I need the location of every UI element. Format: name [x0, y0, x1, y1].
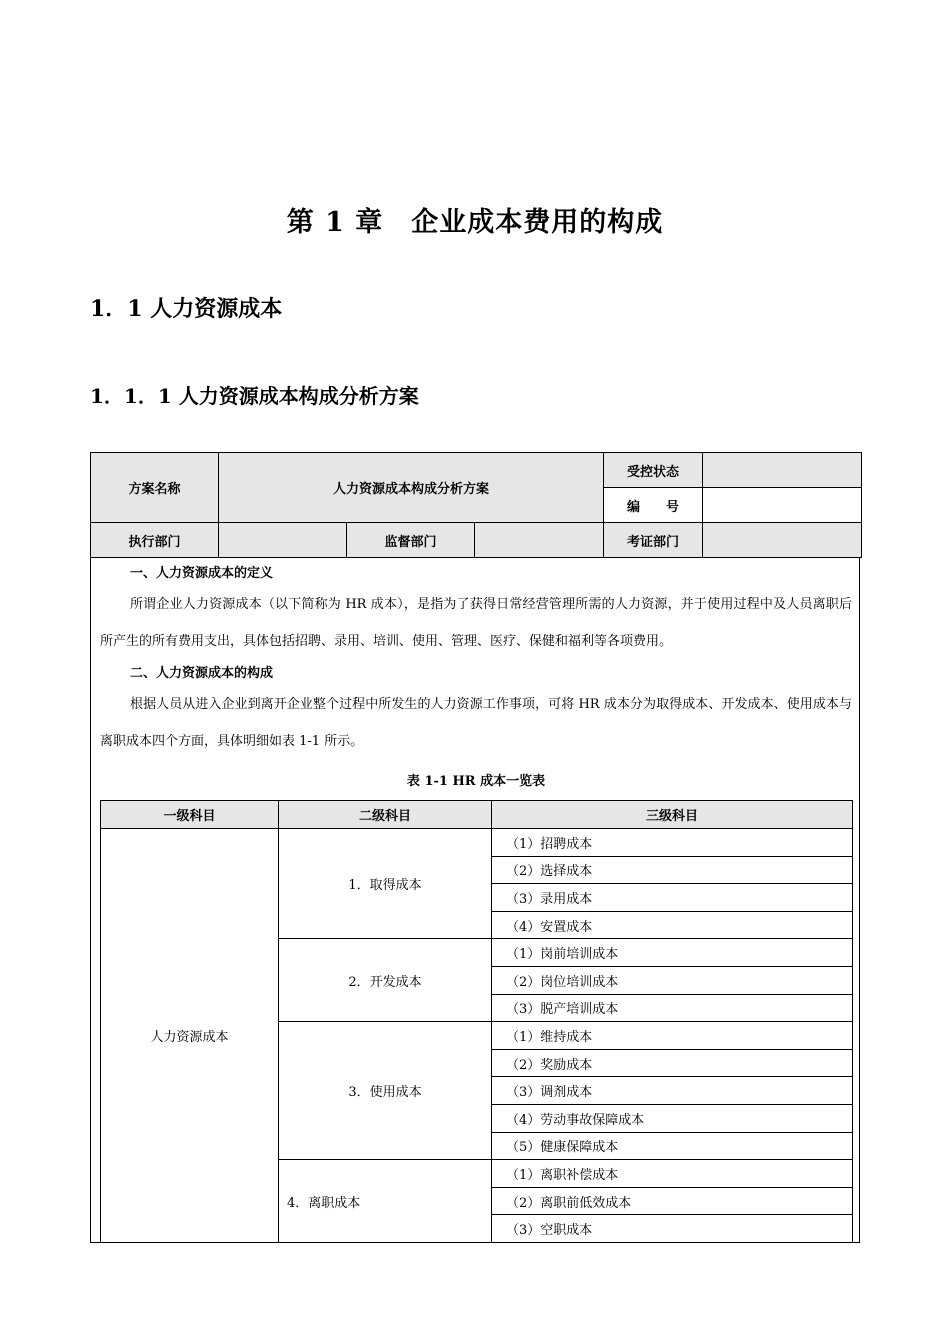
col-header-level3: 三级科目: [492, 801, 853, 829]
level3-cell: （3）空职成本: [492, 1215, 853, 1243]
composition-paragraph: 根据人员从进入企业到离开企业整个过程中所发生的人力资源工作事项，可将 HR 成本分为取得成本、开发成本、使用成本与离职成本四个方面，具体明细如表 1-1 所示。: [100, 697, 852, 749]
level3-cell: （2）奖励成本: [492, 1049, 853, 1077]
composition-heading: 二、人力资源成本的构成: [130, 666, 274, 681]
level3-cell: （1）离职补偿成本: [492, 1160, 853, 1188]
plan-name-value: 人力资源成本构成分析方案: [219, 453, 604, 523]
level2-cell: 4．离职成本: [279, 1160, 492, 1243]
number-value: [703, 488, 862, 523]
control-status-value: [703, 453, 862, 488]
level3-cell: （3）录用成本: [492, 884, 853, 912]
subsection-title: 1．1．1 人力资源成本构成分析方案: [90, 384, 419, 408]
level3-cell: （3）脱产培训成本: [492, 994, 853, 1022]
level3-cell: （5）健康保障成本: [492, 1132, 853, 1160]
control-status-label: 受控状态: [604, 453, 703, 488]
level2-cell: 2．开发成本: [279, 939, 492, 1022]
level3-cell: （1）岗前培训成本: [492, 939, 853, 967]
supervise-dept-label: 监督部门: [347, 523, 475, 558]
table-row: [101, 829, 853, 857]
plan-header-table: [90, 452, 862, 558]
level3-cell: （2）离职前低效成本: [492, 1187, 853, 1215]
level2-cell: 1．取得成本: [279, 829, 492, 939]
plan-body: [100, 560, 852, 760]
exec-dept-value: [219, 523, 347, 558]
level3-cell: （2）岗位培训成本: [492, 966, 853, 994]
level3-cell: （1）维持成本: [492, 1022, 853, 1050]
evidence-dept-label: 考证部门: [604, 523, 703, 558]
level1-cell: 人力资源成本: [101, 829, 279, 1243]
definition-heading: 一、人力资源成本的定义: [130, 566, 274, 581]
plan-name-label: 方案名称: [91, 453, 219, 523]
table-caption: 表 1-1 HR 成本一览表: [406, 774, 546, 789]
col-header-level1: 一级科目: [101, 801, 279, 829]
number-label: 编 号: [604, 488, 703, 523]
level3-cell: （4）安置成本: [492, 911, 853, 939]
hr-cost-table: [100, 800, 853, 1243]
supervise-dept-value: [475, 523, 604, 558]
definition-paragraph: 所谓企业人力资源成本（以下简称为 HR 成本），是指为了获得日常经营管理所需的人力资源，并于使用过程中及人员离职后所产生的所有费用支出，具体包括招聘、录用、培训、使用、管理、医疗、保健和福利等各项费用。: [100, 597, 852, 649]
col-header-level2: 二级科目: [279, 801, 492, 829]
chapter-title: 第 1 章 企业成本费用的构成: [286, 207, 664, 238]
section-title: 1．1 人力资源成本: [90, 296, 283, 322]
level3-cell: （3）调剂成本: [492, 1077, 853, 1105]
evidence-dept-value: [703, 523, 862, 558]
level2-cell: 3．使用成本: [279, 1022, 492, 1160]
level3-cell: （4）劳动事故保障成本: [492, 1104, 853, 1132]
exec-dept-label: 执行部门: [91, 523, 219, 558]
level3-cell: （2）选择成本: [492, 856, 853, 884]
level3-cell: （1）招聘成本: [492, 829, 853, 857]
